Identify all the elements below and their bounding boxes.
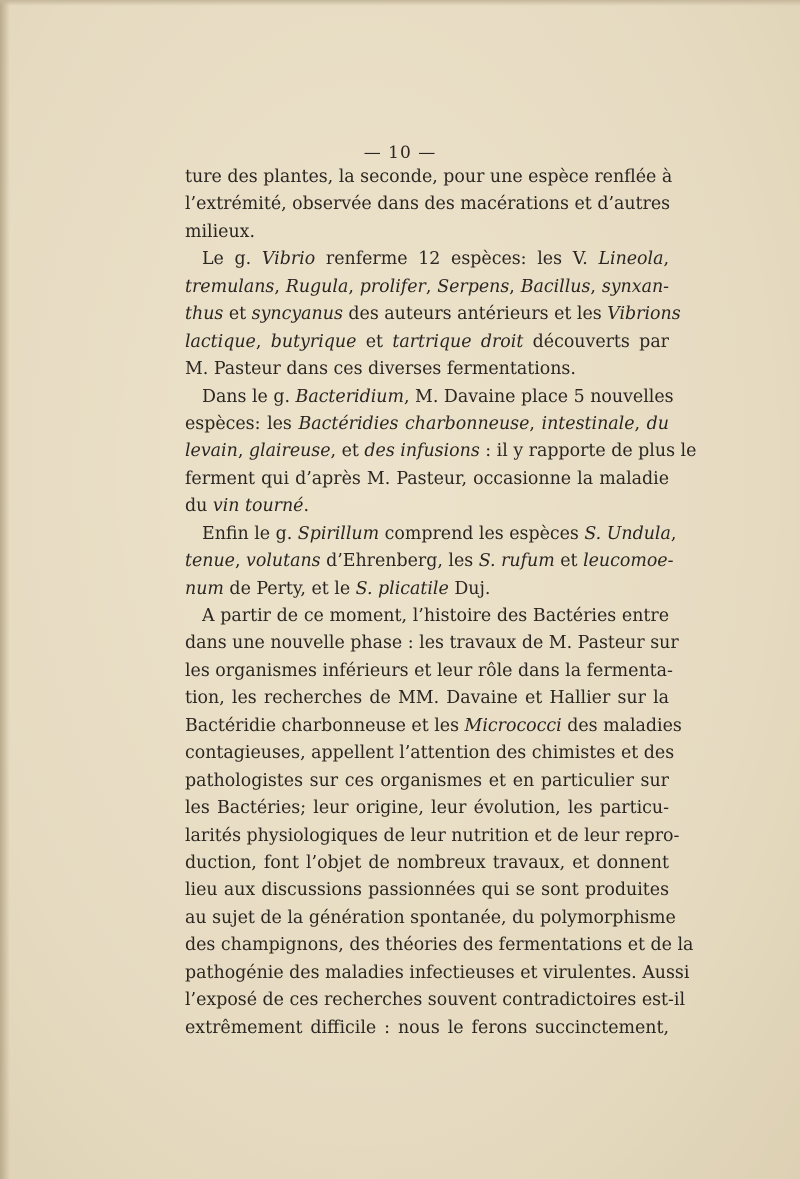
page-left-edge-shadow (0, 0, 10, 1179)
text-run: découverts par (523, 331, 669, 352)
text-run: Enfin le g. (202, 523, 298, 544)
text-run: M. Pasteur dans ces diverses fermentations. (185, 359, 576, 380)
text-line (185, 438, 697, 465)
text-run: , (255, 331, 271, 352)
text-run: du (185, 496, 213, 517)
italic-text-run: volutans (246, 551, 321, 572)
text-line (185, 301, 681, 328)
text-run: contagieuses, appellent l’attention des chimistes et des (185, 743, 675, 764)
italic-text-run: du (646, 413, 669, 434)
text-line (185, 466, 669, 493)
italic-text-run: des infusions (364, 441, 480, 462)
text-run: au sujet de la génération spontanée, du polymorphisme (185, 907, 676, 928)
text-run: A partir de ce moment, l’histoire des Bactéries entre (202, 606, 669, 626)
text-run: ture des plantes, la seconde, pour une espèce renflée à (185, 167, 673, 187)
text-run: comprend les espèces (379, 523, 585, 544)
text-run: les organismes inférieurs et leur rôle dans la fermenta- (185, 660, 673, 681)
text-run: des auteurs antérieurs et les (342, 304, 608, 325)
text-run: l’extrémité, observée dans des macérations et d’autres (185, 194, 671, 215)
text-line (185, 960, 690, 987)
text-run: , (425, 276, 438, 297)
italic-text-run: Lineola (598, 249, 664, 270)
text-line (185, 191, 669, 218)
text-line (185, 548, 674, 575)
text-run: de Perty, et le (223, 578, 356, 599)
text-run: , (529, 413, 542, 434)
italic-text-run: Bacillus (520, 276, 591, 297)
italic-text-run: leucomoe- (583, 551, 674, 572)
text-line (185, 576, 669, 603)
text-run: lieu aux discussions passionnées qui se sont produites (185, 880, 669, 901)
text-run: larités physiologiques de leur nutrition et de leur repro- (185, 825, 680, 846)
text-run: , (274, 276, 286, 297)
italic-text-run: synxan- (601, 276, 670, 297)
text-line (185, 493, 669, 520)
text-run: , (663, 249, 669, 270)
page-top-edge-shadow (0, 0, 800, 6)
italic-text-run: num (185, 578, 224, 599)
italic-text-run: S. Undula (584, 523, 671, 544)
italic-text-run: Vibrions (607, 304, 681, 325)
text-line (185, 795, 669, 822)
italic-text-run: S. plicatile (355, 578, 449, 599)
text-run: les Bactéries; leur origine, leur évolution, les particu- (185, 798, 669, 819)
text-line (185, 1015, 669, 1042)
text-line (185, 713, 682, 740)
text-run: et (223, 304, 252, 325)
text-run: , (590, 276, 602, 297)
text-run: et (356, 331, 393, 352)
italic-text-run: intestinale (541, 413, 635, 434)
text-line (185, 411, 669, 438)
italic-text-run: thus (185, 304, 224, 325)
body-text (185, 164, 697, 1042)
italic-text-run: lactique (185, 331, 256, 352)
italic-text-run: Micrococci (464, 715, 562, 736)
text-run: duction, font l’objet de nombreux travaux, et donnent (185, 852, 669, 873)
text-run: l’exposé de ces recherches souvent contradictoires est-il (185, 990, 686, 1011)
text-line (185, 877, 669, 904)
text-run: renferme 12 espèces: les V. (315, 249, 599, 270)
text-line (185, 768, 669, 795)
text-run: espèces: les (185, 413, 299, 434)
italic-text-run: syncyanus (251, 304, 343, 325)
text-line (185, 658, 673, 685)
text-run: , (237, 441, 249, 462)
italic-text-run: tenue (185, 551, 235, 572)
text-run: , et (330, 441, 365, 462)
text-line (185, 603, 669, 630)
italic-text-run: glaireuse (248, 441, 331, 462)
italic-text-run: levain (185, 441, 238, 462)
italic-text-run: Bactéridies charbonneuse (298, 413, 530, 434)
text-line (185, 932, 694, 959)
text-run: , (634, 413, 647, 434)
italic-text-run: prolifer (359, 276, 426, 297)
text-run: , (509, 276, 521, 297)
text-line (185, 685, 669, 712)
text-run: ferment qui d’après M. Pasteur, occasionne la maladie (185, 468, 669, 489)
text-run: Dans le g. (202, 386, 296, 407)
text-run: , M. Davaine place 5 nouvelles (403, 386, 674, 407)
text-line (185, 823, 680, 850)
text-line (185, 740, 675, 767)
italic-text-run: Spirillum (297, 523, 380, 544)
text-run: pathologistes sur ces organismes et en particulier sur (185, 770, 669, 791)
text-line (185, 905, 676, 932)
italic-text-run: Vibrio (261, 249, 316, 270)
italic-text-run: Rugula (285, 276, 349, 297)
text-run: Duj. (448, 578, 491, 599)
text-run: des champignons, des théories des fermentations et de la (185, 935, 694, 956)
text-line (185, 987, 686, 1014)
text-line (185, 356, 669, 383)
italic-text-run: Bacteridium (295, 386, 404, 407)
text-run: pathogénie des maladies infectieuses et virulentes. Aussi (185, 962, 690, 983)
text-run: , (670, 523, 677, 544)
text-run: des maladies (561, 715, 682, 736)
text-run: tion, les recherches de MM. Davaine et Hallier sur la (185, 688, 669, 709)
italic-text-run: tartrique droit (392, 331, 524, 352)
text-run: milieux. (185, 221, 256, 242)
text-run: dans une nouvelle phase : les travaux de M. Pasteur sur (185, 633, 679, 654)
italic-text-run: Serpens (437, 276, 510, 297)
text-run: et (554, 551, 584, 572)
italic-text-run: vin tourné (212, 496, 304, 517)
text-run: . (303, 496, 309, 517)
italic-text-run: tremulans (185, 276, 275, 297)
text-run: Le g. (202, 249, 262, 270)
text-line (185, 246, 669, 273)
text-run: , (234, 551, 247, 572)
text-run: , (348, 276, 360, 297)
text-run: d’Ehrenberg, les (320, 551, 479, 572)
italic-text-run: S. rufum (478, 551, 555, 572)
text-line (185, 630, 679, 657)
text-line (185, 329, 669, 356)
page-number: — 10 — (363, 143, 437, 163)
text-line (185, 219, 669, 246)
text-line (185, 850, 669, 877)
text-line (185, 164, 673, 191)
text-line (185, 521, 677, 548)
text-run: Bactéridie charbonneuse et les (185, 715, 465, 736)
text-run: extrêmement difficile : nous le ferons succinctement, (185, 1017, 669, 1038)
text-run: : il y rapporte de plus le (479, 441, 697, 462)
text-line (185, 274, 669, 301)
text-line (185, 384, 674, 411)
italic-text-run: butyrique (270, 331, 357, 352)
